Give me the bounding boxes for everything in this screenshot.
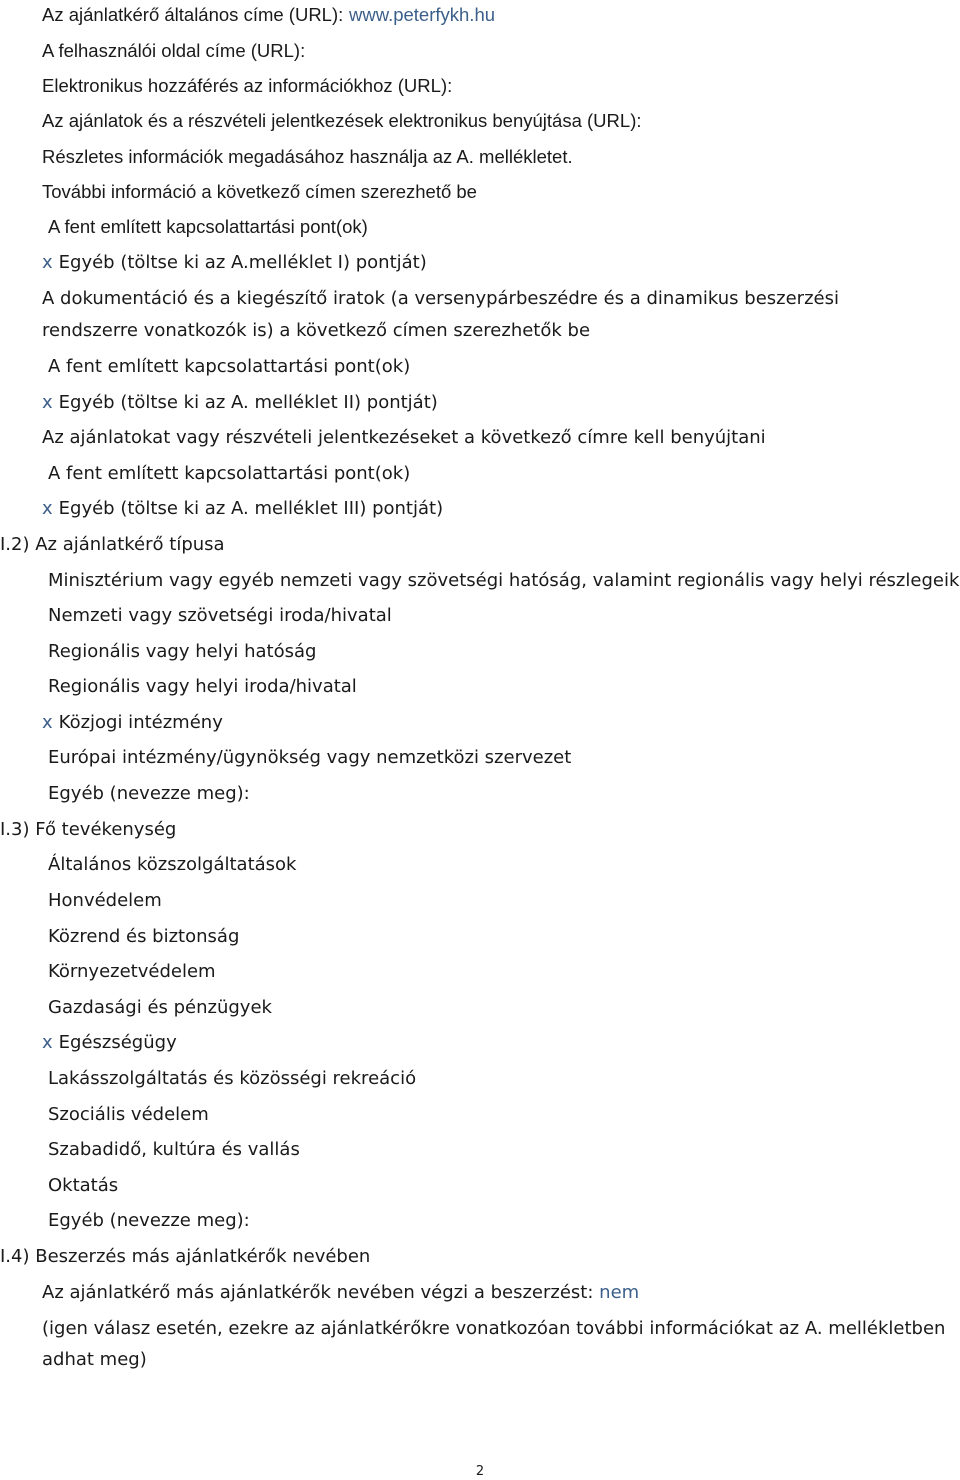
other-option-2 <box>42 392 438 414</box>
section-i2-heading: I.2) Az ajánlatkérő típusa <box>0 534 225 555</box>
details-note: Részletes információk megadásához használja az A. mellékletet. <box>42 146 573 167</box>
contact-point-option-3: A fent említett kapcsolattartási pont(ok) <box>48 463 411 484</box>
on-behalf-question-text: Az ajánlatkérő más ajánlatkérők nevében végzi a beszerzést: <box>42 1282 594 1303</box>
authority-type-public-body <box>42 712 223 734</box>
authority-type-ministry: Minisztérium vagy egyéb nemzeti vagy szövetségi hatóság, valamint regionális vagy helyi részlegeik <box>48 570 960 591</box>
activity-health-label: Egészségügy <box>58 1032 177 1053</box>
other-option-1-label: Egyéb (töltse ki az A.melléklet I) pontját) <box>58 252 427 273</box>
user-page-url: A felhasználói oldal címe (URL): <box>42 40 306 61</box>
submit-to-heading: Az ajánlatokat vagy részvételi jelentkezéseket a következő címre kell benyújtani <box>42 427 766 448</box>
authority-type-other: Egyéb (nevezze meg): <box>48 783 250 804</box>
activity-environment: Környezetvédelem <box>48 961 216 982</box>
checked-mark: x <box>42 392 53 413</box>
checked-mark: x <box>42 1032 53 1053</box>
activity-general-services: Általános közszolgáltatások <box>48 854 297 875</box>
checked-mark: x <box>42 498 53 519</box>
activity-public-order: Közrend és biztonság <box>48 926 240 947</box>
other-option-3-label: Egyéb (töltse ki az A. melléklet III) pontját) <box>58 498 444 519</box>
activity-social: Szociális védelem <box>48 1104 209 1125</box>
general-url-label: Az ajánlatkérő általános címe (URL): <box>42 4 344 25</box>
authority-type-public-body-label: Közjogi intézmény <box>58 712 223 733</box>
docs-line-1: A dokumentáció és a kiegészítő iratok (a versenypárbeszédre és a dinamikus beszerzési <box>42 288 839 309</box>
section-i3-heading: I.3) Fő tevékenység <box>0 819 177 840</box>
on-behalf-note-line-2: adhat meg) <box>42 1349 147 1370</box>
activity-education: Oktatás <box>48 1175 119 1196</box>
further-info-heading: További információ a következő címen szerezhető be <box>42 181 477 202</box>
page-number: 2 <box>475 1464 485 1479</box>
authority-type-national-office: Nemzeti vagy szövetségi iroda/hivatal <box>48 605 392 626</box>
electronic-access-url: Elektronikus hozzáférés az információkhoz (URL): <box>42 75 453 96</box>
activity-other: Egyéb (nevezze meg): <box>48 1210 250 1231</box>
on-behalf-question <box>42 1282 639 1304</box>
activity-housing: Lakásszolgáltatás és közösségi rekreáció <box>48 1068 417 1089</box>
activity-defence: Honvédelem <box>48 890 162 911</box>
general-url-link[interactable]: www.peterfykh.hu <box>349 4 496 25</box>
docs-line-2: rendszerre vonatkozók is) a következő címen szerezhetők be <box>42 320 591 341</box>
checked-mark: x <box>42 252 53 273</box>
activity-recreation: Szabadidő, kultúra és vallás <box>48 1139 300 1160</box>
other-option-2-label: Egyéb (töltse ki az A. melléklet II) pontját) <box>58 392 438 413</box>
checked-mark: x <box>42 712 53 733</box>
activity-economic: Gazdasági és pénzügyek <box>48 997 272 1018</box>
other-option-1 <box>42 252 427 274</box>
section-i4-heading: I.4) Beszerzés más ajánlatkérők nevében <box>0 1246 371 1267</box>
contact-point-option-2: A fent említett kapcsolattartási pont(ok) <box>48 356 411 377</box>
on-behalf-answer: nem <box>599 1282 640 1303</box>
authority-type-eu-institution: Európai intézmény/ügynökség vagy nemzetközi szervezet <box>48 747 572 768</box>
authority-type-regional-authority: Regionális vagy helyi hatóság <box>48 641 317 662</box>
electronic-submission-url: Az ajánlatok és a részvételi jelentkezések elektronikus benyújtása (URL): <box>42 110 642 131</box>
on-behalf-note-line-1: (igen válasz esetén, ezekre az ajánlatkérőkre vonatkozóan további információkat az A. mellékletben <box>42 1318 946 1339</box>
activity-health <box>42 1032 177 1054</box>
other-option-3 <box>42 498 443 520</box>
general-url-line <box>42 4 495 27</box>
contact-point-option-1: A fent említett kapcsolattartási pont(ok) <box>48 216 368 237</box>
authority-type-regional-office: Regionális vagy helyi iroda/hivatal <box>48 676 357 697</box>
